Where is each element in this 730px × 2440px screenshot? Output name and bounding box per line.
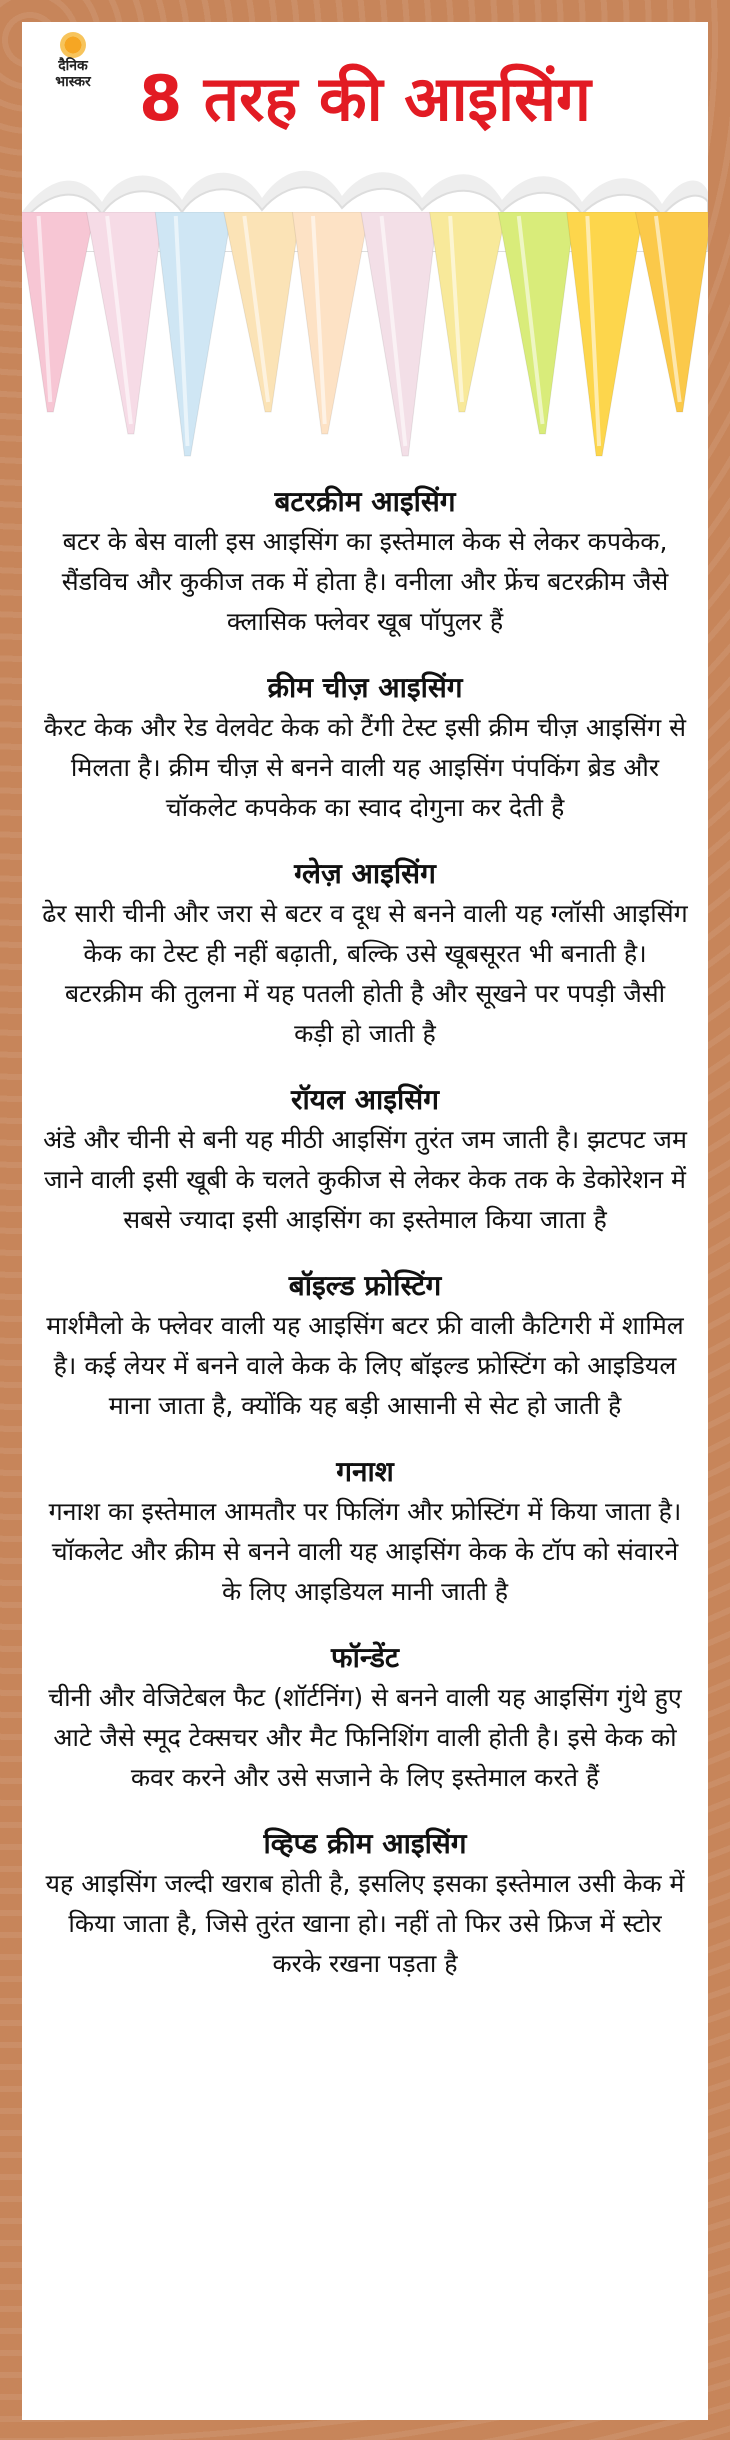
- section-title: क्रीम चीज़ आइसिंग: [267, 671, 463, 704]
- section-body: ढेर सारी चीनी और जरा से बटर व दूध से बनने वाली यह ग्लॉसी आइसिंग केक का टेस्ट ही नहीं बढ़ाती, बल्कि उसे खूबसूरत भी बनाती है। बटरक्रीम की तुलना में यह पतली होती है और सूखने पर पपड़ी जैसी कड़ी हो जाती है: [42, 899, 688, 1048]
- piping-bag-shape: [155, 212, 232, 456]
- section-title: रॉयल आइसिंग: [291, 1083, 439, 1116]
- piping-bag-shape: [498, 212, 575, 434]
- icing-list: [22, 482, 708, 2010]
- icing-section-royal: [22, 1080, 708, 1240]
- content-panel: [22, 22, 708, 2420]
- section-body: अंडे और चीनी से बनी यह मीठी आइसिंग तुरंत जम जाती है। झटपट जम जाने वाली इसी खूबी के चलते कुकीज से लेकर केक तक के डेकोरेशन में सबसे ज्यादा इसी आइसिंग का इस्तेमाल किया जाता है: [43, 1125, 687, 1234]
- logo-line-1: दैनिक: [58, 58, 88, 74]
- section-body: कैरट केक और रेड वेलवेट केक को टैंगी टेस्ट इसी क्रीम चीज़ आइसिंग से मिलता है। क्रीम चीज़ से बनने वाली यह आइसिंग पंपकिंग ब्रेड और चॉकलेट कपकेक का स्वाद दोगुना कर देती है: [44, 713, 686, 822]
- icing-section-fondant: [22, 1638, 708, 1798]
- piping-bag-shape: [87, 212, 164, 434]
- icing-section-buttercream: [22, 482, 708, 642]
- sun-logo-icon: [60, 32, 86, 58]
- section-body: गनाश का इस्तेमाल आमतौर पर फिलिंग और फ्रोस्टिंग में किया जाता है। चॉकलेट और क्रीम से बनने वाली यह आइसिंग केक के टॉप को संवारने के लिए आइडियल मानी जाती है: [48, 1497, 682, 1606]
- icing-section-cream-cheese: [22, 668, 708, 828]
- piping-bag-shape: [22, 212, 95, 412]
- logo-line-2: भास्कर: [55, 74, 91, 90]
- piping-bag-shape: [635, 212, 708, 412]
- section-title: व्हिप्ड क्रीम आइसिंग: [263, 1827, 467, 1860]
- section-body: मार्शमैलो के फ्लेवर वाली यह आइसिंग बटर फ्री वाली कैटिगरी में शामिल है। कई लेयर में बनने वाले केक के लिए बॉइल्ड फ्रोस्टिंग को आइडियल माना जाता है, क्योंकि यह बड़ी आसानी से सेट हो जाती है: [46, 1311, 684, 1420]
- piping-bags-illustration: [22, 212, 708, 482]
- section-title: बटरक्रीम आइसिंग: [274, 485, 456, 518]
- piping-bag-shape: [430, 212, 507, 412]
- section-body: यह आइसिंग जल्दी खराब होती है, इसलिए इसका इस्तेमाल उसी केक में किया जाता है, जिसे तुरंत खाना हो। नहीं तो फिर उसे फ्रिज में स्टोर करके रखना पड़ता है: [45, 1869, 685, 1978]
- piping-bag-shape: [361, 212, 438, 456]
- section-title: ग्लेज़ आइसिंग: [294, 857, 436, 890]
- section-body: बटर के बेस वाली इस आइसिंग का इस्तेमाल केक से लेकर कपकेक, सैंडविच और कुकीज तक में होता है। वनीला और फ्रेंच बटरक्रीम जैसे क्लासिक फ्लेवर खूब पॉपुलर हैं: [61, 527, 669, 636]
- piping-bag-shape: [224, 212, 301, 412]
- page-title: 8 तरह की आइसिंग: [139, 62, 591, 135]
- piping-bag-shape: [567, 212, 644, 456]
- icing-section-whipped-cream: [22, 1824, 708, 1984]
- icing-section-boiled-frosting: [22, 1266, 708, 1426]
- section-title: फॉन्डेंट: [331, 1641, 399, 1674]
- section-body: चीनी और वेजिटेबल फैट (शॉर्टनिंग) से बनने वाली यह आइसिंग गुंथे हुए आटे जैसे स्मूद टेक्सचर और मैट फिनिशिंग वाली होती है। इसे केक को कवर करने और उसे सजाने के लिए इस्तेमाल करते हैं: [48, 1683, 682, 1792]
- section-title: गनाश: [336, 1455, 394, 1488]
- icing-section-ganache: [22, 1452, 708, 1612]
- icing-section-glaze: [22, 854, 708, 1054]
- section-title: बॉइल्ड फ्रोस्टिंग: [288, 1269, 442, 1302]
- piping-bag-shape: [292, 212, 369, 434]
